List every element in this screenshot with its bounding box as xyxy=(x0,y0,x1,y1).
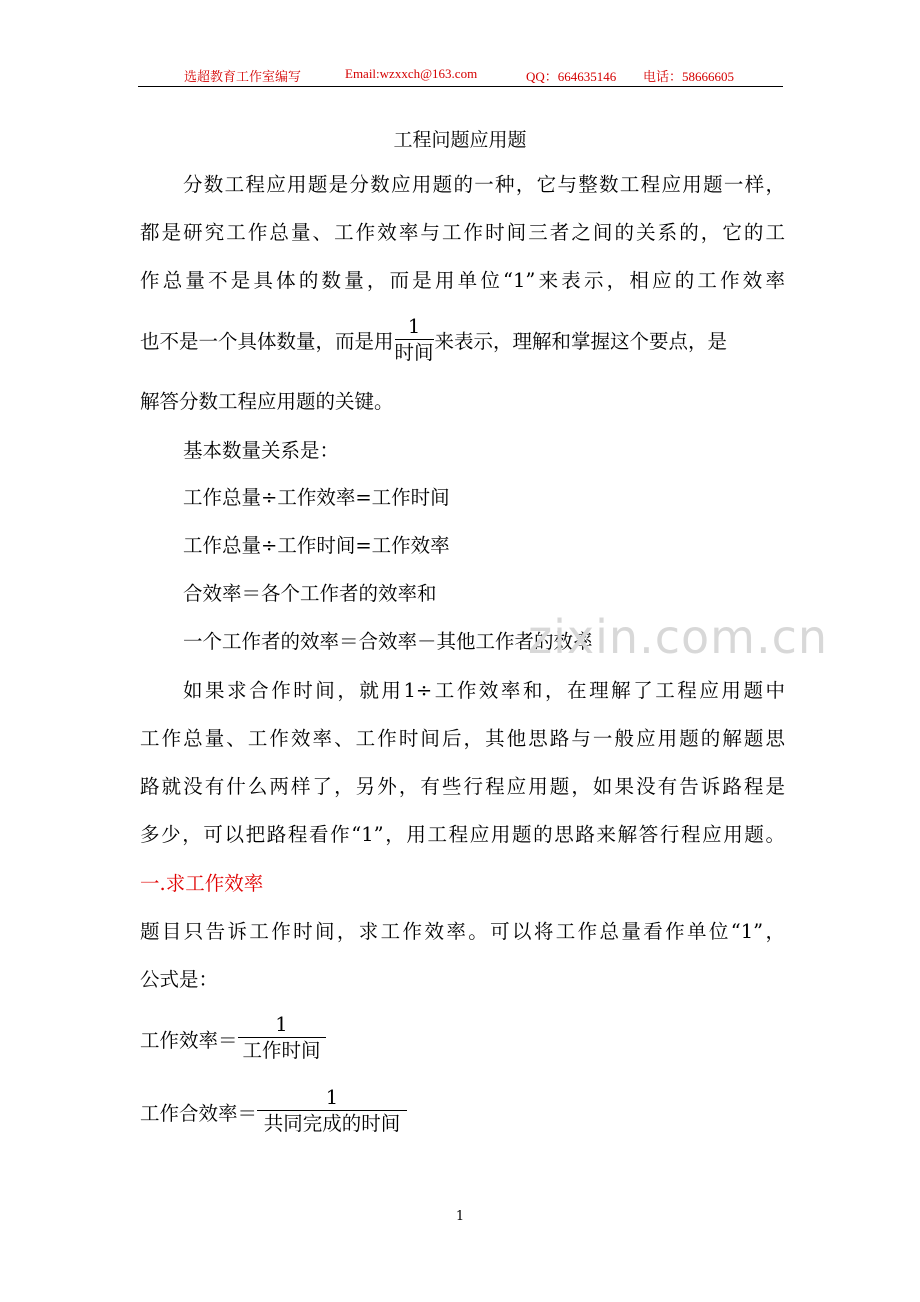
intro-line-4-before: 也不是一个具体数量，而是用 xyxy=(140,330,394,353)
header-email: Email:wzxxch@163.com xyxy=(345,66,478,81)
formula-2-denominator: 共同完成的时间 xyxy=(263,1112,401,1135)
section-1-line-2: 公式是： xyxy=(140,968,219,991)
header-phone: 电话：58666605 xyxy=(643,69,735,84)
watermark: zixin.com.cn xyxy=(528,610,829,664)
header-qq: QQ：664635146 xyxy=(526,69,617,84)
intro-line-4-after: 来表示，理解和掌握这个要点，是 xyxy=(434,330,728,353)
para2-line-3: 路就没有什么两样了，另外，有些行程应用题，如果没有告诉路程是 xyxy=(140,775,785,798)
para2-line-1: 如果求合作时间，就用1÷工作效率和，在理解了工程应用题中 xyxy=(183,679,785,702)
section-1-line-1: 题目只告诉工作时间，求工作效率。可以将工作总量看作单位“1”， xyxy=(140,920,785,943)
relation-4: 一个工作者的效率＝合效率－其他工作者的效率 xyxy=(183,630,593,653)
formula-1-numerator: 1 xyxy=(238,1013,326,1038)
relations-heading: 基本数量关系是： xyxy=(183,439,340,462)
fraction-one-over-time xyxy=(395,315,434,366)
formula-2-numerator: 1 xyxy=(257,1086,407,1111)
relation-2: 工作总量÷工作时间=工作效率 xyxy=(183,534,450,557)
page-number: 1 xyxy=(455,1209,465,1224)
intro-line-1: 分数工程应用题是分数应用题的一种，它与整数工程应用题一样， xyxy=(183,173,785,196)
formula-1-denominator: 工作时间 xyxy=(242,1039,321,1062)
section-1-heading: 一.求工作效率 xyxy=(140,872,264,895)
intro-line-4 xyxy=(140,312,785,372)
fraction-numerator: 1 xyxy=(395,315,434,340)
formula-1-lhs: 工作效率＝ xyxy=(140,1028,238,1052)
relation-1: 工作总量÷工作效率=工作时间 xyxy=(183,486,450,509)
intro-line-3: 作总量不是具体的数量，而是用单位“1”来表示，相应的工作效率 xyxy=(140,269,785,292)
page-header xyxy=(138,66,783,87)
formula-work-efficiency xyxy=(140,1013,326,1064)
para2-line-4: 多少，可以把路程看作“1”，用工程应用题的思路来解答行程应用题。 xyxy=(140,823,785,846)
page-title: 工程问题应用题 xyxy=(393,129,527,151)
formula-2-fraction xyxy=(257,1086,407,1137)
para2-line-2: 工作总量、工作效率、工作时间后，其他思路与一般应用题的解题思 xyxy=(140,727,785,750)
formula-2-lhs: 工作合效率＝ xyxy=(140,1101,258,1125)
formula-1-fraction xyxy=(238,1013,326,1064)
header-editor: 选超教育工作室编写 xyxy=(184,69,302,84)
intro-line-5: 解答分数工程应用题的关键。 xyxy=(140,390,394,413)
intro-line-2: 都是研究工作总量、工作效率与工作时间三者之间的关系的，它的工 xyxy=(140,221,785,244)
fraction-denominator: 时间 xyxy=(394,341,434,364)
relation-3: 合效率＝各个工作者的效率和 xyxy=(183,582,437,605)
formula-combined-efficiency xyxy=(140,1086,407,1137)
